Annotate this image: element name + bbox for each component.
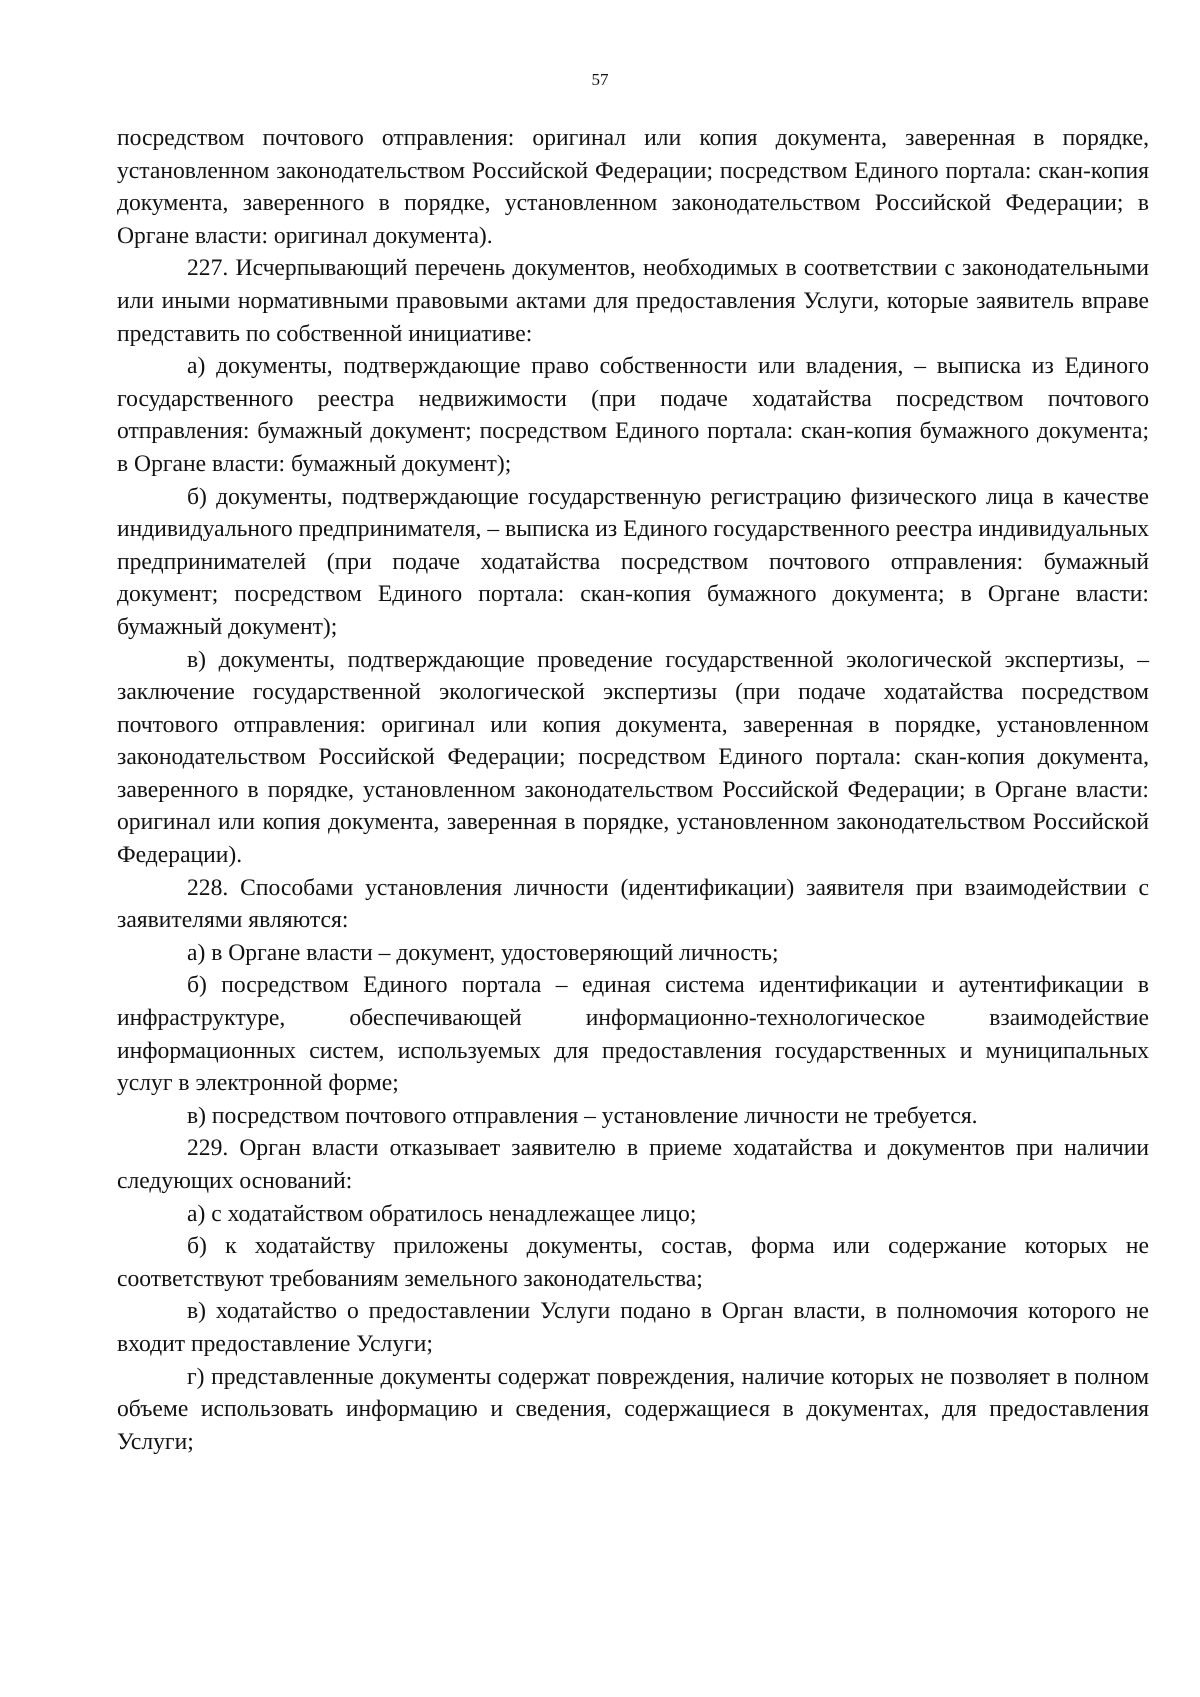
paragraph-229: 229. Орган власти отказывает заявителю в приеме ходатайства и документов при наличии следующих оснований: [117,1135,1149,1194]
paragraph-227-a: а) документы, подтверждающие право собственности или владения, – выписка из Единого государственного реестра недвижимости (при подаче ходатайства посредством почтового отправления: бумажный документ; посредством Единого портала: скан-копия бумажного документа; в Органе власти: бумажный документ); [117,353,1149,477]
paragraph-228-b: б) посредством Единого портала – единая система идентификации и аутентификации в инфраструктуре, обеспечивающей информационно-технологическое взаимодействие информационных систем, используемых для предоставления государственных и муниципальных услуг в электронной форме; [117,972,1149,1097]
paragraph-228-a: а) в Органе власти – документ, удостоверяющий личность; [187,939,779,966]
paragraph-227: 227. Исчерпывающий перечень документов, необходимых в соответствии с законодательными или иными нормативными правовыми актами для предоставления Услуги, которые заявитель вправе представить по собственной инициативе: [117,255,1149,347]
document-body [117,122,1149,1458]
paragraph-227-b: б) документы, подтверждающие государственную регистрацию физического лица в качестве индивидуального предпринимателя, – выписка из Единого государственного реестра индивидуальных предпринимателей (при подаче ходатайства посредством почтового отправления: бумажный документ; посредством Единого портала: скан-копия бумажного документа; в Органе власти: бумажный документ); [117,483,1149,640]
paragraph-228-v: в) посредством почтового отправления – установление личности не требуется. [187,1102,978,1129]
paragraph-227-v: в) документы, подтверждающие проведение государственной экологической экспертизы, – заключение государственной экологической экспертизы (при подаче ходатайства посредством почтового отправления: оригинал или копия документа, заверенная в порядке, установленном законодательством Российской Федерации; посредством Единого портала: скан-копия документа, заверенного в порядке, установленном законодательством Российской Федерации; в Органе власти: оригинал или копия документа, заверенная в порядке, установленном законодательством Российской Федерации). [117,646,1149,869]
paragraph-228: 228. Способами установления личности (идентификации) заявителя при взаимодействии с заявителями являются: [117,874,1149,934]
paragraph-229-a: а) с ходатайством обратилось ненадлежащее лицо; [187,1200,697,1227]
paragraph-229-b: б) к ходатайству приложены документы, состав, форма или содержание которых не соответствуют требованиям земельного законодательства; [117,1233,1149,1292]
paragraph-229-v: в) ходатайство о предоставлении Услуги подано в Орган власти, в полномочия которого не входит предоставление Услуги; [117,1298,1149,1357]
page-number: 57 [591,70,609,89]
paragraph-229-g: г) представленные документы содержат повреждения, наличие которых не позволяет в полном объеме использовать информацию и сведения, содержащиеся в документах, для предоставления Услуги; [117,1363,1149,1455]
paragraph-continuation: посредством почтового отправления: оригинал или копия документа, заверенная в порядке, установленном законодательством Российской Федерации; посредством Единого портала: скан-копия документа, заверенного в порядке, установленном законодательством Российской Федерации; в Органе власти: оригинал документа). [117,125,1149,249]
